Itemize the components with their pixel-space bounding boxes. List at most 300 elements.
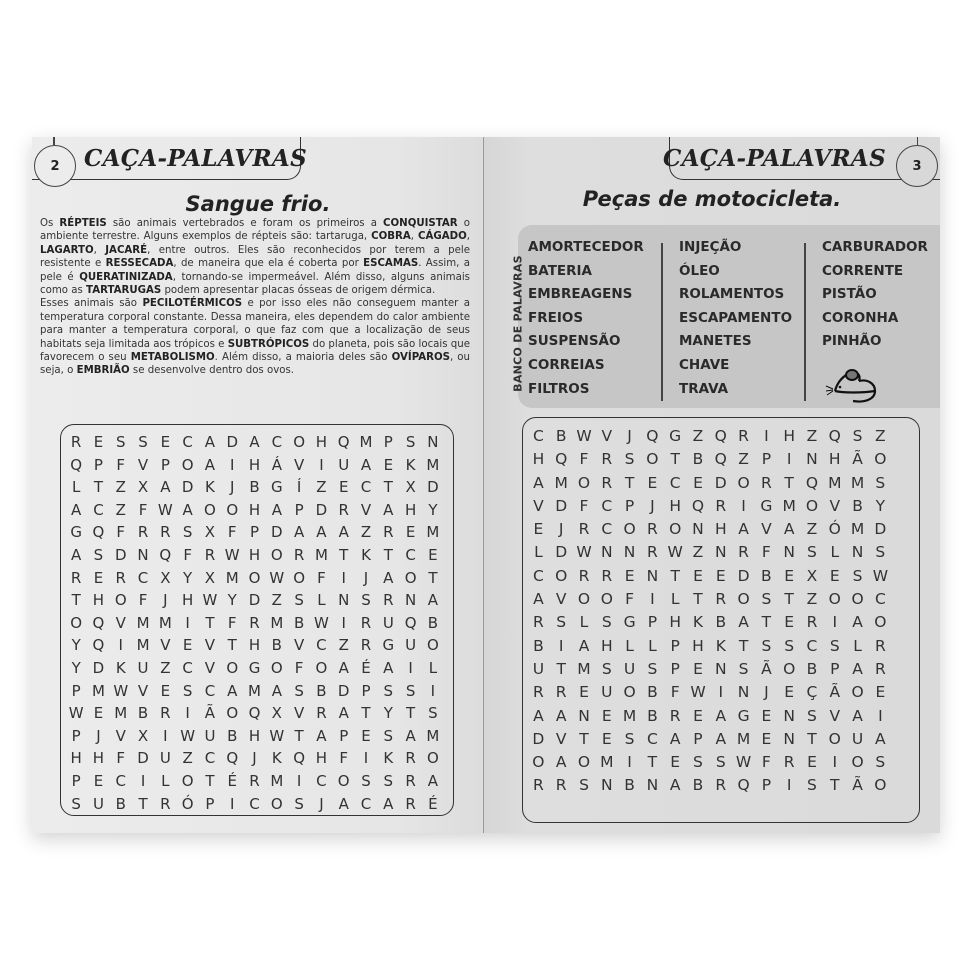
grid-cell[interactable]: E [829, 566, 840, 585]
grid-cell[interactable]: F [116, 523, 126, 542]
grid-cell[interactable]: E [693, 566, 703, 585]
grid-cell[interactable]: T [383, 545, 393, 564]
grid-cell[interactable]: E [533, 520, 544, 539]
grid-cell[interactable]: Z [692, 427, 704, 445]
grid-cell[interactable]: D [555, 496, 568, 515]
grid-cell[interactable]: I [185, 704, 190, 723]
grid-cell[interactable]: V [533, 496, 544, 515]
grid-cell[interactable]: Z [360, 523, 372, 542]
grid-cell[interactable]: E [93, 704, 104, 723]
grid-cell[interactable]: N [692, 520, 704, 539]
grid-cell[interactable]: A [875, 729, 886, 748]
grid-cell[interactable]: N [806, 450, 818, 469]
grid-cell[interactable]: V [293, 704, 305, 723]
grid-cell[interactable]: V [137, 455, 149, 474]
grid-cell[interactable]: S [807, 706, 817, 725]
grid-cell[interactable]: W [576, 427, 592, 445]
grid-cell[interactable]: S [715, 753, 726, 772]
grid-cell[interactable]: M [426, 523, 440, 542]
grid-cell[interactable]: W [180, 726, 196, 745]
grid-cell[interactable]: O [783, 659, 796, 678]
grid-cell[interactable]: U [623, 659, 636, 678]
grid-cell[interactable]: A [71, 500, 82, 519]
grid-cell[interactable]: E [182, 636, 193, 655]
grid-cell[interactable]: T [830, 776, 840, 795]
grid-cell[interactable]: D [874, 520, 887, 539]
grid-cell[interactable]: Q [646, 427, 659, 445]
grid-cell[interactable]: P [383, 433, 393, 451]
grid-cell[interactable]: B [249, 478, 260, 497]
grid-cell[interactable]: P [71, 726, 81, 745]
grid-cell[interactable]: Q [293, 749, 306, 768]
grid-cell[interactable]: H [404, 500, 417, 519]
grid-cell[interactable]: C [405, 545, 416, 564]
grid-cell[interactable]: N [404, 591, 417, 610]
grid-cell[interactable]: C [182, 433, 193, 451]
grid-cell[interactable]: M [600, 753, 614, 772]
grid-cell[interactable]: A [360, 455, 372, 474]
grid-cell[interactable]: D [181, 478, 194, 497]
grid-cell[interactable]: S [182, 681, 193, 700]
grid-cell[interactable]: A [852, 659, 863, 678]
grid-cell[interactable]: C [874, 590, 886, 609]
grid-cell[interactable]: S [852, 427, 863, 445]
grid-cell[interactable]: Z [806, 590, 818, 609]
grid-cell[interactable]: Q [337, 433, 350, 451]
grid-cell[interactable]: O [646, 450, 659, 469]
grid-cell[interactable]: V [115, 726, 126, 745]
grid-cell[interactable]: P [294, 500, 304, 519]
grid-cell[interactable]: I [786, 776, 792, 795]
grid-cell[interactable]: W [313, 613, 329, 632]
grid-cell[interactable]: T [670, 450, 680, 469]
grid-cell[interactable]: Q [805, 473, 819, 492]
grid-cell[interactable]: B [293, 613, 305, 632]
grid-cell[interactable]: Q [714, 427, 727, 445]
grid-cell[interactable]: Q [159, 545, 172, 564]
grid-cell[interactable]: B [647, 706, 658, 725]
grid-cell[interactable]: D [337, 681, 350, 700]
grid-cell[interactable]: E [693, 473, 703, 492]
grid-cell[interactable]: G [70, 523, 82, 542]
grid-cell[interactable]: F [116, 749, 126, 768]
grid-cell[interactable]: H [92, 749, 105, 768]
grid-cell[interactable]: V [160, 636, 171, 655]
grid-cell[interactable]: L [648, 636, 657, 655]
grid-cell[interactable]: Z [115, 500, 126, 519]
grid-cell[interactable]: E [784, 683, 795, 702]
grid-cell[interactable]: D [137, 749, 149, 768]
grid-cell[interactable]: A [405, 726, 416, 745]
grid-cell[interactable]: R [204, 545, 216, 564]
grid-cell[interactable]: Í [296, 478, 302, 497]
grid-cell[interactable]: H [248, 455, 261, 474]
grid-cell[interactable]: S [761, 636, 772, 655]
grid-cell[interactable]: C [532, 427, 544, 445]
grid-cell[interactable]: X [806, 566, 818, 585]
grid-cell[interactable]: E [601, 729, 612, 748]
grid-cell[interactable]: T [693, 590, 703, 609]
grid-cell[interactable]: A [293, 523, 305, 542]
grid-cell[interactable]: N [427, 433, 439, 451]
grid-cell[interactable]: G [669, 427, 682, 445]
grid-cell[interactable]: Q [828, 427, 841, 445]
grid-cell[interactable]: R [578, 566, 590, 585]
grid-cell[interactable]: S [829, 636, 840, 655]
grid-cell[interactable]: O [315, 658, 328, 677]
grid-cell[interactable]: S [693, 753, 703, 772]
grid-cell[interactable]: H [692, 636, 704, 655]
grid-cell[interactable]: C [249, 794, 260, 813]
grid-cell[interactable]: O [181, 455, 194, 474]
grid-cell[interactable]: F [227, 523, 237, 542]
grid-cell[interactable]: D [714, 473, 727, 492]
grid-cell[interactable]: E [601, 706, 612, 725]
grid-cell[interactable]: A [338, 794, 349, 813]
grid-cell[interactable]: S [807, 543, 817, 562]
grid-cell[interactable]: V [555, 729, 567, 748]
grid-cell[interactable]: N [623, 543, 636, 562]
grid-cell[interactable]: I [341, 568, 346, 587]
grid-cell[interactable]: P [624, 496, 635, 515]
grid-cell[interactable]: L [161, 771, 170, 790]
grid-cell[interactable]: O [874, 613, 887, 632]
grid-cell[interactable]: Z [316, 478, 327, 497]
grid-cell[interactable]: A [533, 706, 544, 725]
grid-cell[interactable]: A [271, 500, 282, 519]
grid-cell[interactable]: V [829, 496, 841, 515]
grid-cell[interactable]: O [226, 500, 239, 519]
grid-cell[interactable]: U [137, 658, 149, 677]
grid-cell[interactable]: O [737, 590, 750, 609]
grid-cell[interactable]: R [874, 659, 886, 678]
grid-cell[interactable]: E [405, 523, 416, 542]
grid-cell[interactable]: Q [404, 613, 417, 632]
grid-cell[interactable]: C [93, 500, 104, 519]
grid-cell[interactable]: S [875, 543, 886, 562]
grid-cell[interactable]: R [760, 473, 772, 492]
grid-cell[interactable]: O [532, 753, 545, 772]
grid-cell[interactable]: N [783, 543, 795, 562]
grid-cell[interactable]: D [114, 545, 127, 564]
grid-cell[interactable]: D [737, 566, 750, 585]
grid-cell[interactable]: W [202, 591, 218, 610]
grid-cell[interactable]: A [578, 636, 590, 655]
grid-cell[interactable]: E [761, 706, 772, 725]
grid-cell[interactable]: E [579, 683, 589, 702]
grid-cell[interactable]: B [852, 496, 863, 515]
grid-cell[interactable]: Z [806, 520, 818, 539]
grid-cell[interactable]: R [405, 794, 416, 813]
grid-cell[interactable]: U [532, 659, 545, 678]
grid-cell[interactable]: C [360, 478, 372, 497]
grid-cell[interactable]: I [718, 683, 724, 702]
grid-cell[interactable]: R [738, 543, 749, 562]
grid-cell[interactable]: C [532, 566, 544, 585]
grid-cell[interactable]: T [93, 478, 104, 497]
grid-cell[interactable]: R [555, 776, 567, 795]
grid-cell[interactable]: R [601, 566, 613, 585]
grid-cell[interactable]: V [115, 613, 126, 632]
grid-cell[interactable]: D [427, 478, 439, 497]
grid-cell[interactable]: Ã [852, 776, 863, 795]
grid-cell[interactable]: S [807, 776, 817, 795]
grid-cell[interactable]: A [738, 613, 749, 632]
grid-cell[interactable]: P [71, 681, 81, 700]
grid-cell[interactable]: R [533, 776, 544, 795]
grid-cell[interactable]: J [363, 568, 369, 587]
grid-cell[interactable]: H [600, 636, 613, 655]
grid-cell[interactable]: R [70, 568, 82, 587]
grid-cell[interactable]: R [249, 771, 260, 790]
grid-cell[interactable]: R [160, 794, 171, 813]
grid-cell[interactable]: A [533, 473, 544, 492]
grid-cell[interactable]: Ã [761, 659, 772, 678]
grid-cell[interactable]: W [269, 568, 285, 587]
grid-cell[interactable]: L [428, 658, 438, 677]
grid-cell[interactable]: X [137, 726, 149, 745]
grid-cell[interactable]: A [383, 500, 394, 519]
grid-cell[interactable]: O [577, 473, 591, 492]
grid-cell[interactable]: O [828, 590, 841, 609]
grid-cell[interactable]: M [426, 455, 440, 474]
grid-cell[interactable]: A [182, 500, 193, 519]
grid-cell[interactable]: Y [227, 591, 237, 610]
grid-cell[interactable]: A [249, 433, 260, 451]
grid-cell[interactable]: Q [226, 749, 239, 768]
grid-cell[interactable]: T [205, 771, 215, 790]
grid-cell[interactable]: V [204, 658, 216, 677]
grid-cell[interactable]: N [646, 566, 659, 585]
grid-cell[interactable]: M [828, 473, 842, 492]
grid-cell[interactable]: K [715, 636, 726, 655]
grid-cell[interactable]: Z [271, 591, 282, 610]
grid-cell[interactable]: W [735, 753, 752, 772]
grid-cell[interactable]: G [760, 496, 773, 515]
grid-cell[interactable]: A [555, 706, 567, 725]
grid-cell[interactable]: V [601, 427, 613, 445]
grid-cell[interactable]: T [294, 726, 304, 745]
grid-cell[interactable]: M [850, 520, 865, 539]
grid-cell[interactable]: S [784, 636, 795, 655]
grid-cell[interactable]: G [737, 706, 750, 725]
grid-cell[interactable]: C [115, 771, 126, 790]
grid-cell[interactable]: C [204, 681, 216, 700]
grid-cell[interactable]: T [205, 613, 215, 632]
grid-cell[interactable]: I [832, 613, 838, 632]
grid-cell[interactable]: A [852, 706, 863, 725]
grid-cell[interactable]: N [783, 729, 795, 748]
grid-cell[interactable]: J [764, 683, 769, 702]
grid-cell[interactable]: M [270, 613, 284, 632]
grid-cell[interactable]: I [230, 455, 235, 474]
grid-cell[interactable]: T [807, 729, 817, 748]
grid-cell[interactable]: I [430, 681, 436, 700]
grid-cell[interactable]: R [115, 568, 126, 587]
grid-cell[interactable]: S [182, 523, 193, 542]
grid-cell[interactable]: Y [71, 636, 81, 655]
grid-cell[interactable]: M [136, 636, 150, 655]
grid-cell[interactable]: M [270, 771, 284, 790]
grid-cell[interactable]: J [650, 496, 655, 515]
grid-cell[interactable]: B [227, 726, 238, 745]
grid-cell[interactable]: R [533, 683, 544, 702]
grid-cell[interactable]: F [579, 496, 589, 515]
grid-cell[interactable]: R [715, 590, 727, 609]
grid-cell[interactable]: P [339, 726, 349, 745]
grid-cell[interactable]: N [783, 706, 795, 725]
grid-cell[interactable]: W [157, 500, 173, 519]
grid-cell[interactable]: B [806, 659, 818, 678]
grid-cell[interactable]: O [669, 520, 682, 539]
grid-cell[interactable]: R [874, 636, 886, 655]
grid-cell[interactable]: O [70, 613, 83, 632]
grid-cell[interactable]: P [761, 450, 772, 469]
grid-cell[interactable]: E [875, 683, 886, 702]
grid-cell[interactable]: W [269, 726, 285, 745]
grid-cell[interactable]: A [316, 726, 327, 745]
grid-cell[interactable]: T [339, 545, 349, 564]
grid-cell[interactable]: E [761, 729, 772, 748]
grid-cell[interactable]: P [361, 681, 371, 700]
grid-cell[interactable]: O [851, 683, 864, 702]
grid-cell[interactable]: F [625, 590, 635, 609]
grid-cell[interactable]: A [227, 681, 238, 700]
grid-cell[interactable]: I [230, 794, 235, 813]
grid-cell[interactable]: Ó [181, 794, 194, 813]
grid-cell[interactable]: Q [70, 455, 83, 474]
grid-cell[interactable]: I [878, 706, 883, 725]
grid-cell[interactable]: R [783, 753, 795, 772]
grid-cell[interactable]: C [601, 520, 613, 539]
grid-cell[interactable]: V [360, 500, 372, 519]
grid-cell[interactable]: É [428, 794, 438, 813]
grid-cell[interactable]: W [667, 543, 683, 562]
grid-cell[interactable]: É [361, 658, 371, 677]
grid-cell[interactable]: P [670, 659, 680, 678]
grid-cell[interactable]: A [427, 771, 439, 790]
grid-cell[interactable]: R [601, 473, 613, 492]
grid-cell[interactable]: P [647, 613, 658, 632]
grid-cell[interactable]: F [294, 658, 304, 677]
grid-cell[interactable]: Y [428, 500, 438, 519]
grid-cell[interactable]: E [624, 566, 635, 585]
grid-cell[interactable]: M [314, 545, 328, 564]
grid-cell[interactable]: N [714, 659, 727, 678]
grid-cell[interactable]: X [405, 478, 416, 497]
grid-cell[interactable]: T [71, 591, 81, 610]
grid-cell[interactable]: U [405, 636, 417, 655]
grid-cell[interactable]: Ã [852, 450, 863, 469]
grid-cell[interactable]: D [532, 729, 545, 748]
grid-cell[interactable]: Y [183, 568, 193, 587]
grid-cell[interactable]: F [183, 545, 192, 564]
grid-cell[interactable]: S [624, 729, 635, 748]
grid-cell[interactable]: A [338, 658, 349, 677]
grid-cell[interactable]: K [383, 749, 394, 768]
grid-cell[interactable]: Z [738, 450, 749, 469]
grid-cell[interactable]: O [426, 749, 439, 768]
grid-cell[interactable]: I [319, 455, 324, 474]
grid-cell[interactable]: R [555, 683, 567, 702]
grid-cell[interactable]: I [741, 496, 746, 515]
grid-cell[interactable]: Z [182, 749, 193, 768]
grid-cell[interactable]: R [738, 427, 749, 445]
grid-cell[interactable]: S [383, 681, 394, 700]
grid-cell[interactable]: N [851, 543, 864, 562]
grid-cell[interactable]: A [715, 706, 727, 725]
grid-cell[interactable]: B [647, 683, 658, 702]
grid-cell[interactable]: I [185, 613, 190, 632]
grid-cell[interactable]: Ã [829, 683, 841, 702]
grid-cell[interactable]: B [692, 450, 704, 469]
grid-cell[interactable]: D [92, 658, 105, 677]
grid-cell[interactable]: F [138, 500, 148, 519]
grid-cell[interactable]: J [627, 427, 632, 445]
grid-cell[interactable]: L [534, 543, 543, 562]
grid-cell[interactable]: O [737, 473, 750, 492]
grid-cell[interactable]: I [118, 636, 123, 655]
grid-cell[interactable]: T [579, 729, 589, 748]
grid-cell[interactable]: V [555, 590, 567, 609]
grid-cell[interactable]: H [669, 496, 681, 515]
grid-cell[interactable]: I [764, 427, 769, 445]
grid-cell[interactable]: O [805, 496, 819, 515]
grid-cell[interactable]: S [761, 590, 772, 609]
grid-cell[interactable]: N [578, 706, 590, 725]
grid-cell[interactable]: A [383, 568, 394, 587]
grid-cell[interactable]: C [182, 658, 193, 677]
grid-cell[interactable]: W [113, 681, 129, 700]
grid-cell[interactable]: R [806, 613, 818, 632]
grid-cell[interactable]: W [576, 543, 592, 562]
grid-cell[interactable]: M [359, 433, 373, 451]
grid-cell[interactable]: S [294, 681, 304, 700]
grid-cell[interactable]: O [114, 591, 127, 610]
grid-cell[interactable]: P [761, 776, 772, 795]
grid-cell[interactable]: A [555, 753, 567, 772]
grid-cell[interactable]: J [558, 520, 564, 539]
grid-cell[interactable]: C [204, 749, 216, 768]
grid-cell[interactable]: S [71, 794, 81, 813]
grid-cell[interactable]: O [874, 776, 887, 795]
grid-cell[interactable]: Y [383, 704, 393, 723]
grid-cell[interactable]: C [360, 794, 372, 813]
grid-cell[interactable]: F [670, 683, 680, 702]
grid-cell[interactable]: W [690, 683, 706, 702]
grid-cell[interactable]: O [555, 566, 568, 585]
grid-cell[interactable]: H [248, 636, 261, 655]
grid-cell[interactable]: O [874, 450, 887, 469]
grid-cell[interactable]: A [669, 776, 681, 795]
grid-cell[interactable]: S [294, 591, 304, 610]
grid-cell[interactable]: I [341, 613, 346, 632]
grid-cell[interactable]: S [138, 433, 148, 451]
grid-cell[interactable]: K [692, 613, 704, 632]
grid-cell[interactable]: H [70, 749, 82, 768]
grid-cell[interactable]: L [853, 636, 862, 655]
grid-cell[interactable]: F [317, 568, 326, 587]
grid-cell[interactable]: T [761, 613, 772, 632]
grid-cell[interactable]: C [137, 568, 149, 587]
grid-cell[interactable]: F [116, 455, 126, 474]
grid-cell[interactable]: D [315, 500, 328, 519]
grid-cell[interactable]: Z [692, 543, 704, 562]
grid-cell[interactable]: S [405, 681, 416, 700]
grid-cell[interactable]: H [669, 613, 681, 632]
grid-cell[interactable]: O [337, 771, 350, 790]
grid-cell[interactable]: T [406, 704, 416, 723]
